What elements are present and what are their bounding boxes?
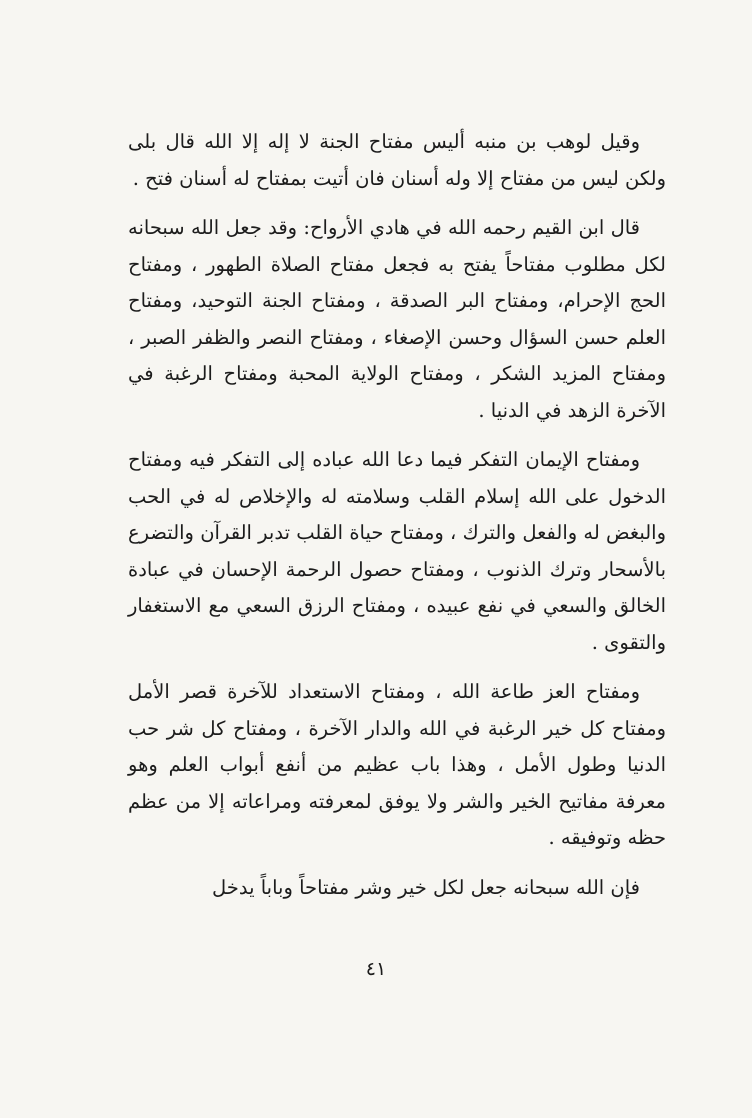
paragraph-key-of-honor: ومفتاح العز طاعة الله ، ومفتاح الاستعداد للآخرة قصر الأمل ومفتاح كل خير الرغبة في الله والدار الآخرة ، ومفتاح كل شر حب الدنيا وطول الأمل ، وهذا باب عظيم من أنفع أبواب العلم وهو معرفة مفاتيح الخير والشر ولا يوفق لمعرفته ومراعاته إلا من عظم حظه وتوفيقه .	[128, 680, 666, 849]
paragraph-wahb-ibn-munabbih: وقيل لوهب بن منبه أليس مفتاح الجنة لا إله إلا الله قال بلى ولكن ليس من مفتاح إلا وله أسنان فان أتيت بمفتاح له أسنان فتح .	[128, 130, 666, 190]
paragraph-ibn-al-qayyim-keys: قال ابن القيم رحمه الله في هادي الأرواح: وقد جعل الله سبحانه لكل مطلوب مفتاحاً يفتح به فجعل مفتاح الصلاة الطهور ، ومفتاح الحج الإحرام، ومفتاح البر الصدقة ، ومفتاح الجنة التوحيد، ومفتاح العلم حسن السؤال وحسن الإصغاء ، ومفتاح النصر والظفر الصبر ، ومفتاح المزيد الشكر ، ومفتاح الولاية المحبة ومفتاح الرغبة في الآخرة الزهد في الدنيا .	[128, 216, 666, 422]
paragraph-continuation: فإن الله سبحانه جعل لكل خير وشر مفتاحاً وباباً يدخل	[212, 875, 640, 899]
page-number: ٤١	[365, 958, 387, 980]
paragraph-key-of-iman: ومفتاح الإيمان التفكر فيما دعا الله عباده إلى التفكر فيه ومفتاح الدخول على الله إسلام القلب وسلامته له والإخلاص له في الحب والبغض له والفعل والترك ، ومفتاح حياة القلب تدبر القرآن والتضرع بالأسحار وترك الذنوب ، ومفتاح حصول الرحمة الإحسان في عبادة الخالق والسعي في نفع عبيده ، ومفتاح الرزق السعي مع الاستغفار والتقوى .	[128, 448, 666, 654]
page-body-text	[128, 124, 666, 906]
